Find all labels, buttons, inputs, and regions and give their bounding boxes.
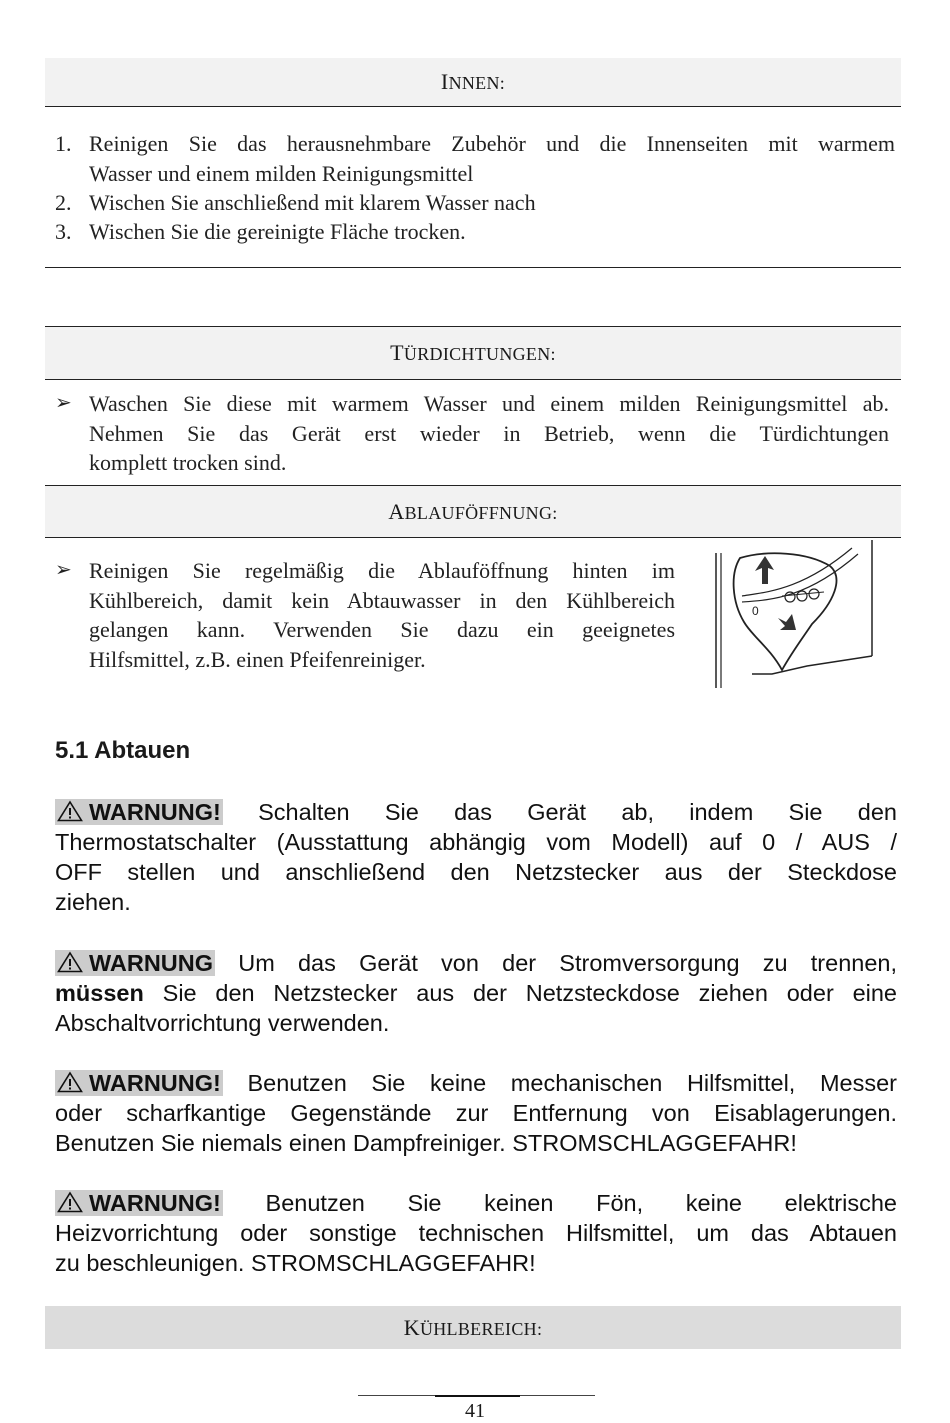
list-text-line: Reinigen Sie das herausnehmbare Zubehör und die Innenseiten mit warmem <box>89 131 895 156</box>
drain-hole-illustration <box>712 538 882 693</box>
warning-tag-text: WARNUNG <box>89 950 214 976</box>
list-text-line: Wischen Sie anschließend mit klarem Wasser nach <box>89 190 536 215</box>
warning-triangle-icon <box>57 1191 83 1213</box>
warning-triangle-icon <box>57 800 83 822</box>
list-item <box>55 188 895 218</box>
warning-tag <box>55 1190 223 1216</box>
warning-text: zu beschleunigen. STROMSCHLAGGEFAHR! <box>55 1250 536 1276</box>
warning-block <box>55 797 897 917</box>
warning-block <box>55 1068 897 1158</box>
section-title-initial: I <box>440 69 449 94</box>
list-number: 2. <box>55 190 72 215</box>
bullet-text-line: komplett trocken sind. <box>89 450 287 475</box>
warning-text: Abschaltvorrichtung verwenden. <box>55 1010 390 1036</box>
arrow-bullet-icon: ➢ <box>55 392 72 414</box>
list-number: 1. <box>55 131 72 156</box>
bullet-text-line: Reinigen Sie regelmäßig die Ablauföffnung hinten im <box>89 558 675 583</box>
warning-triangle-icon <box>57 951 83 973</box>
section-heading: 5.1 Abtauen <box>55 737 191 764</box>
divider <box>45 267 901 268</box>
arrow-bullet-icon: ➢ <box>55 559 72 581</box>
warning-block <box>55 948 897 1038</box>
bullet-text-line: Nehmen Sie das Gerät erst wieder in Betrieb, wenn die Türdichtungen <box>89 420 889 446</box>
warning-text: Thermostatschalter (Ausstattung abhängig vom Modell) auf 0 / AUS / <box>55 829 897 855</box>
warning-triangle-icon <box>57 1071 83 1093</box>
page-number: 41 <box>465 1400 485 1422</box>
warning-tag <box>55 1070 223 1096</box>
section-title-rest: NNEN: <box>448 73 506 93</box>
figure-label: 0 <box>752 604 759 618</box>
warning-text: Benutzen Sie keinen Fön, keine elektrische <box>265 1190 897 1216</box>
warning-text: OFF stellen und anschließend den Netzstecker aus der Steckdose <box>55 859 897 885</box>
bullet-text-line: Waschen Sie diese mit warmem Wasser und einem milden Reinigungsmittel ab. <box>89 391 889 416</box>
bullet-item <box>55 389 889 479</box>
footer-rule-accent <box>435 1395 520 1397</box>
warning-tag-text: WARNUNG! <box>89 1190 221 1216</box>
warning-text: Benutzen Sie keine mechanischen Hilfsmittel, Messer <box>247 1070 897 1096</box>
section-header-innen <box>45 58 901 106</box>
warning-text: ziehen. <box>55 889 131 915</box>
warning-text: Heizvorrichtung oder sonstige technischen Hilfsmittel, um das Abtauen <box>55 1220 897 1246</box>
warning-tag-text: WARNUNG! <box>89 799 221 825</box>
emphasis-text: müssen <box>55 980 144 1006</box>
section-header-kuehlbereich <box>45 1306 901 1349</box>
list-number: 3. <box>55 219 72 244</box>
bullet-item <box>55 556 675 676</box>
warning-text: Schalten Sie das Gerät ab, indem Sie den <box>258 799 897 825</box>
bullet-text-line: Hilfsmittel, z.B. einen Pfeifenreiniger. <box>89 646 426 672</box>
list-text-line: Wischen Sie die gereinigte Fläche trocken. <box>89 219 466 244</box>
list-item <box>55 129 895 189</box>
divider <box>45 106 901 107</box>
list-text-line: Wasser und einem milden Reinigungsmittel <box>89 160 474 186</box>
section-title-initial: T <box>390 340 404 365</box>
section-title-rest: ÜRDICHTUNGEN: <box>403 344 556 364</box>
section-title-initial: A <box>388 499 405 524</box>
bullet-text-line: Kühlbereich, damit kein Abtauwasser in den Kühlbereich <box>89 587 675 613</box>
warning-block <box>55 1188 897 1278</box>
section-header-ablauf <box>45 486 901 537</box>
section-header-tuerdichtungen <box>45 327 901 379</box>
bullet-text-line: gelangen kann. Verwenden Sie dazu ein geeignetes <box>89 617 675 642</box>
divider <box>45 379 901 380</box>
warning-text: Sie den Netzstecker aus der Netzsteckdose ziehen oder eine <box>162 980 897 1006</box>
list-item <box>55 217 895 247</box>
warning-text: Benutzen Sie niemals einen Dampfreiniger. STROMSCHLAGGEFAHR! <box>55 1130 797 1156</box>
warning-text: oder scharfkantige Gegenstände zur Entfernung von Eisablagerungen. <box>55 1100 897 1126</box>
warning-tag <box>55 799 223 825</box>
section-title-initial: K <box>403 1315 420 1340</box>
warning-tag-text: WARNUNG! <box>89 1070 221 1096</box>
section-title-rest: BLAUFÖFFNUNG: <box>404 503 558 523</box>
warning-tag <box>55 950 215 976</box>
section-title-rest: ÜHLBEREICH: <box>419 1319 543 1339</box>
warning-text: Um das Gerät von der Stromversorgung zu trennen, <box>238 950 897 976</box>
